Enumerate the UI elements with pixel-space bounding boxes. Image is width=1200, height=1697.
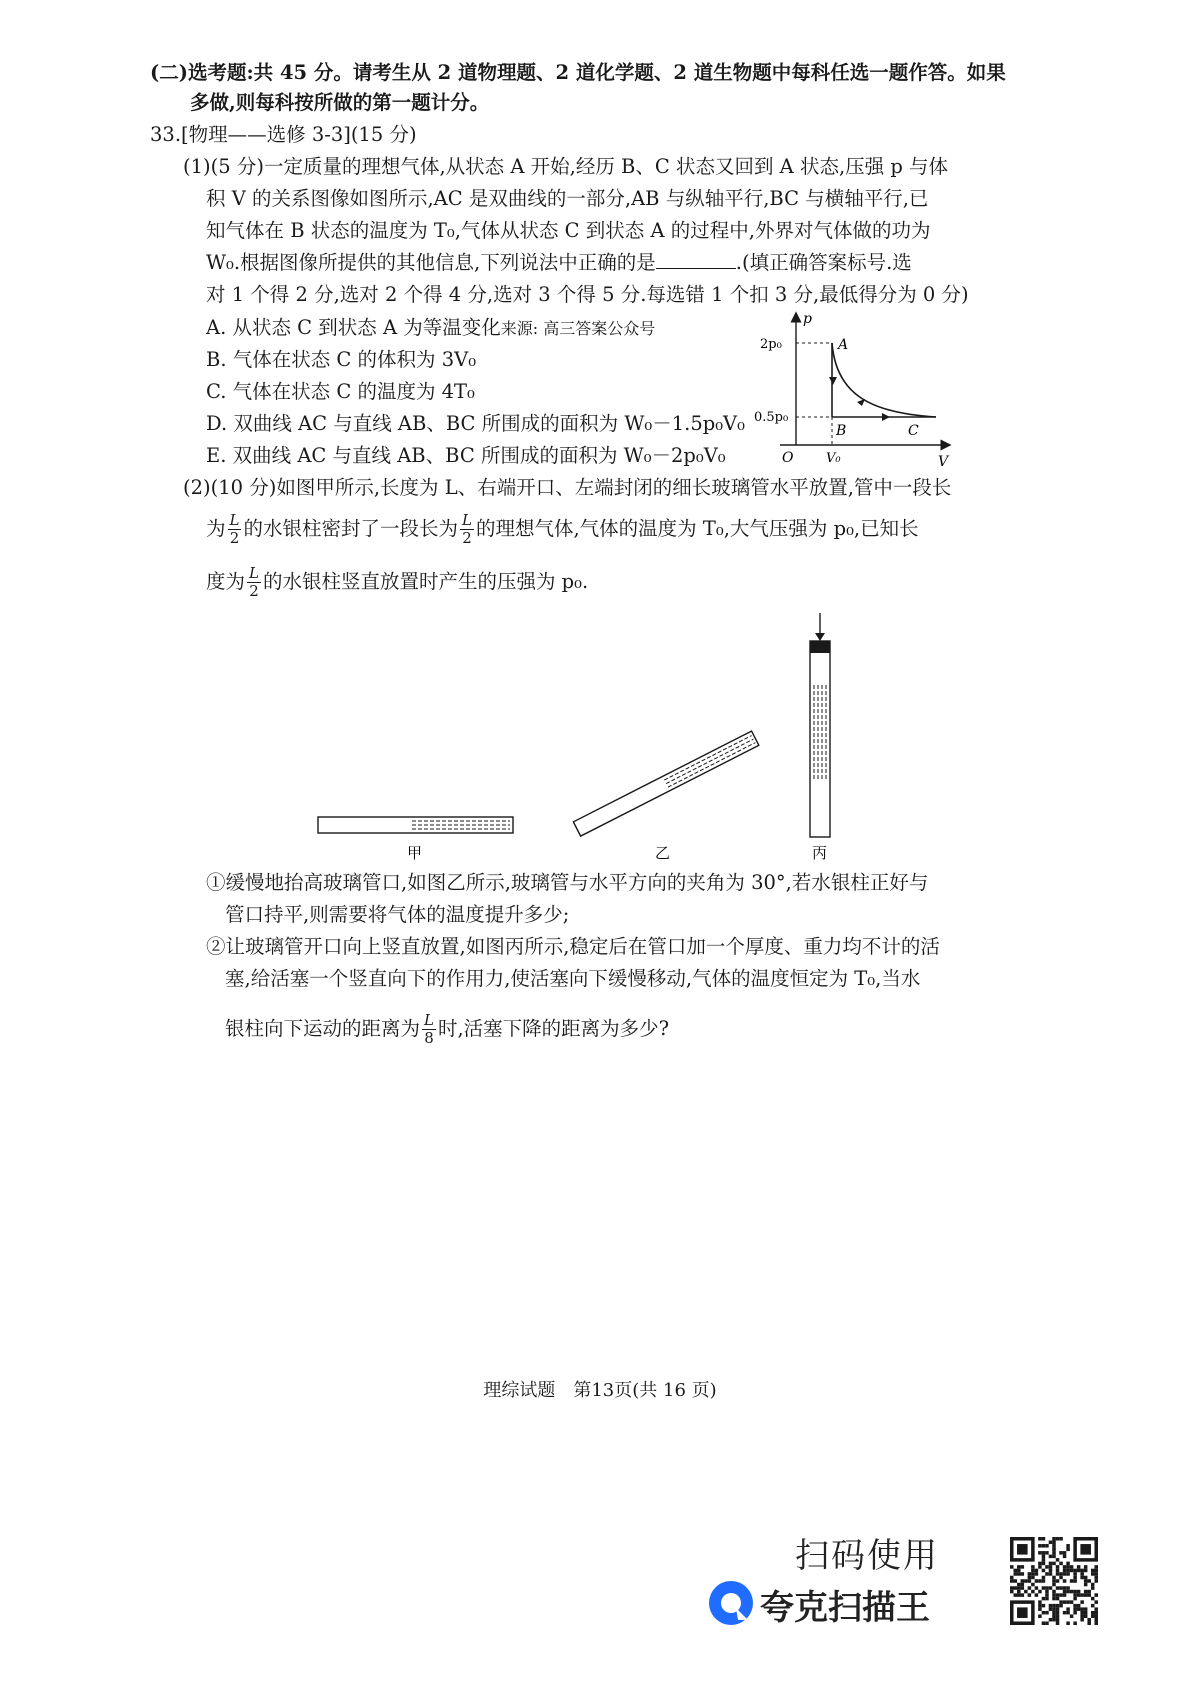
part1-line1: (1)(5 分)一定质量的理想气体,从状态 A 开始,经历 B、C 状态又回到 A 状态,压强 p 与体 <box>183 155 949 178</box>
label-jia: 甲 <box>407 844 423 862</box>
question-33-title: 33.[物理——选修 3-3](15 分) <box>150 123 417 146</box>
part1-line4-text-b: .(填正确答案标号.选 <box>735 251 912 274</box>
tube-figures <box>300 605 880 865</box>
label-yi: 乙 <box>655 844 671 862</box>
part1-line5: 对 1 个得 2 分,选对 2 个得 4 分,选对 3 个得 5 分.每选错 1 个扣 3 分,最低得分为 0 分) <box>206 283 969 306</box>
sub1-line2: 管口持平,则需要将气体的温度提升多少; <box>225 903 570 926</box>
frac-numerator: L <box>229 511 240 529</box>
option-d: D. 双曲线 AC 与直线 AB、BC 所围成的面积为 W₀－1.5p₀V₀ <box>206 412 745 435</box>
pv-graph <box>750 305 960 475</box>
curve-ac <box>832 343 936 417</box>
frac-numerator: L <box>462 511 472 529</box>
option-b: B. 气体在状态 C 的体积为 3V₀ <box>206 348 477 371</box>
force-arrow-head-icon <box>815 633 825 641</box>
frac-denominator: 2 <box>249 582 259 600</box>
arrow-bc-icon <box>882 413 890 421</box>
label-a: A <box>838 337 849 353</box>
part1-line2: 积 V 的关系图像如图所示,AC 是双曲线的一部分,AB 与纵轴平行,BC 与横轴平行,已 <box>206 187 929 210</box>
part2-line2-pre: 为 <box>206 517 226 540</box>
piston <box>810 641 830 653</box>
brand-name: 夸克扫描王 <box>760 1588 930 1628</box>
frac-denominator: 8 <box>424 1029 434 1047</box>
label-c: C <box>908 423 919 439</box>
part2-line2-post: 的理想气体,气体的温度为 T₀,大气压强为 p₀,已知长 <box>475 517 919 540</box>
tube-vertical <box>810 641 830 837</box>
figure-bing <box>810 613 830 837</box>
frac-denominator: 2 <box>462 529 472 547</box>
part2-line2-mid: 的水银柱密封了一段长为 <box>243 517 458 540</box>
option-a <box>206 315 655 342</box>
fraction-l-over-8 <box>422 1012 436 1047</box>
section-instruction-line2: 多做,则每科按所做的第一题计分。 <box>190 91 490 114</box>
part1-line4 <box>206 250 912 276</box>
option-e: E. 双曲线 AC 与直线 AB、BC 所围成的面积为 W₀－2p₀V₀ <box>206 444 726 467</box>
sub2-line3-post: 时,活塞下降的距离为多少? <box>437 1017 670 1040</box>
label-05p0: 0.5p₀ <box>754 410 789 425</box>
sub2-line2: 塞,给活塞一个竖直向下的作用力,使活塞向下缓慢移动,气体的温度恒定为 T₀,当水 <box>225 967 921 990</box>
answer-blank <box>656 250 736 269</box>
part2-line1: (2)(10 分)如图甲所示,长度为 L、右端开口、左端封闭的细长玻璃管水平放置,管中一段长 <box>183 476 952 499</box>
part1-line4-text-a: W₀.根据图像所提供的其他信息,下列说法中正确的是 <box>206 251 656 274</box>
section-instruction-line1: (二)选考题:共 45 分。请考生从 2 道物理题、2 道化学题、2 道生物题中每科任选一题作答。如果 <box>150 61 1006 84</box>
label-2p0: 2p₀ <box>760 337 782 352</box>
label-p: p <box>803 311 812 327</box>
watermark-source: 来源: 高三答案公众号 <box>500 319 656 338</box>
label-v: V <box>938 454 949 470</box>
part1-line3: 知气体在 B 状态的温度为 T₀,气体从状态 C 到状态 A 的过程中,外界对气体做的功为 <box>206 219 931 242</box>
page-footer: 理综试题 第13页(共 16 页) <box>483 1380 717 1401</box>
sub2-line1: ②让玻璃管开口向上竖直放置,如图丙所示,稳定后在管口加一个厚度、重力均不计的活 <box>206 935 940 958</box>
label-bing: 丙 <box>812 844 828 862</box>
sub1-line1: ①缓慢地抬高玻璃管口,如图乙所示,玻璃管与水平方向的夹角为 30°,若水银柱正好与 <box>206 871 929 894</box>
part2-line3 <box>206 565 588 600</box>
sub2-line3 <box>225 1012 669 1047</box>
scan-to-use-label: 扫码使用 <box>795 1536 939 1576</box>
part2-line3-post: 的水银柱竖直放置时产生的压强为 p₀. <box>262 570 589 593</box>
arrow-ca-icon <box>857 399 865 406</box>
option-a-text: A. 从状态 C 到状态 A 为等温变化 <box>206 316 501 339</box>
label-o: O <box>782 450 794 466</box>
quark-logo-icon <box>708 1580 754 1626</box>
part2-line3-pre: 度为 <box>206 570 246 593</box>
figure-jia <box>318 817 513 833</box>
label-b: B <box>836 423 847 439</box>
sub2-line3-pre: 银柱向下运动的距离为 <box>225 1017 421 1040</box>
option-c: C. 气体在状态 C 的温度为 4T₀ <box>206 380 475 403</box>
frac-numerator: L <box>249 564 259 582</box>
qr-code-icon[interactable] <box>1010 1537 1098 1625</box>
label-v0: V₀ <box>826 451 841 466</box>
tube-inclined <box>573 731 758 836</box>
frac-numerator: L <box>424 1011 434 1029</box>
part2-line2 <box>206 512 919 547</box>
arrow-ab-icon <box>829 377 837 385</box>
fraction-l-over-2 <box>228 512 242 547</box>
frac-denominator: 2 <box>229 529 240 547</box>
fraction-l-over-2 <box>247 565 261 600</box>
fraction-l-over-2 <box>460 512 474 547</box>
figure-yi <box>573 731 758 836</box>
